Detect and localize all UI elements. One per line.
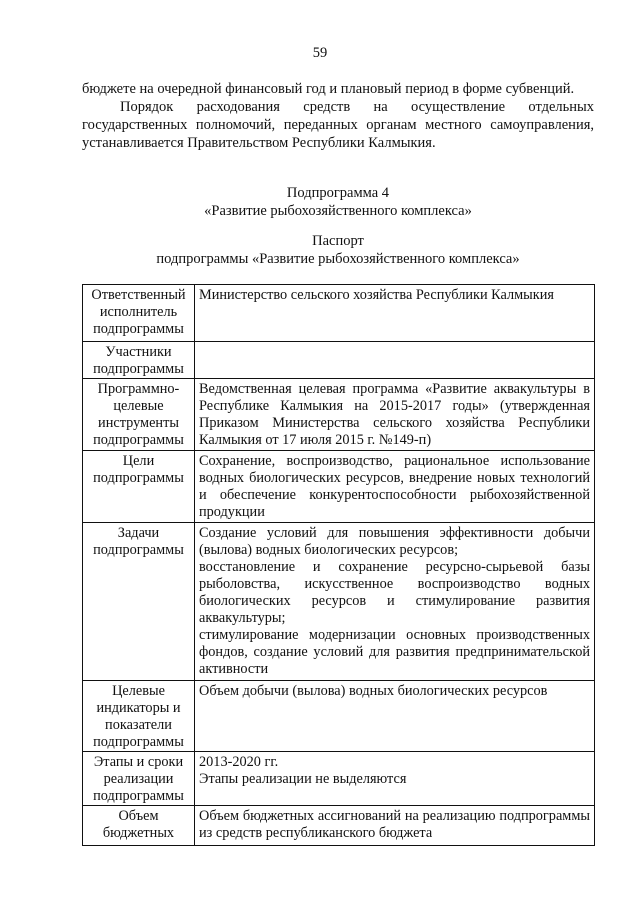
table-row [83, 285, 595, 342]
passport-heading [82, 232, 594, 268]
row-label: Целевые индикаторы и показатели подпрограммы [83, 681, 195, 752]
row-value-line: 2013-2020 гг. [199, 754, 279, 770]
passport-table [82, 284, 595, 846]
table-row [83, 752, 595, 806]
row-label: Этапы и сроки реализации подпрограммы [83, 752, 195, 806]
row-value-line: Объем добычи (вылова) водных биологических ресурсов [199, 683, 548, 699]
row-value [195, 806, 595, 846]
subprogram-name: «Развитие рыбохозяйственного комплекса» [204, 203, 472, 219]
intro-paragraph-1: бюджете на очередной финансовый год и плановый период в форме субвенций. [82, 81, 575, 97]
table-row [83, 523, 595, 681]
row-value [195, 523, 595, 681]
intro-text [82, 80, 594, 152]
row-value [195, 379, 595, 451]
table-row [83, 806, 595, 846]
row-value-line: Этапы реализации не выделяются [199, 771, 407, 787]
row-label: Программно-целевые инструменты подпрограммы [83, 379, 195, 451]
row-value-line: Ведомственная целевая программа «Развитие аквакультуры в Республике Калмыкия на 2015-2017 годы» (утвержденная Приказом Министерства сельского хозяйства Республики Калмыкия от 17 июля 2015 г. №149-п) [199, 381, 590, 448]
row-value [195, 285, 595, 342]
row-value-line: Министерство сельского хозяйства Республики Калмыкия [199, 287, 554, 303]
subprogram-title: Подпрограмма 4 [286, 185, 390, 201]
table-row [83, 681, 595, 752]
row-value-line: Создание условий для повышения эффективности добычи (вылова) водных биологических ресурсов; [199, 525, 590, 558]
row-label: Ответственный исполнитель подпрограммы [83, 285, 195, 342]
row-value [195, 342, 595, 379]
row-label: Объем бюджетных [83, 806, 195, 846]
intro-paragraph-2: Порядок расходования средств на осуществление отдельных государственных полномочий, переданных органам местного самоуправления, устанавливается Правительством Республики Калмыкия. [82, 99, 594, 151]
row-value-line: Объем бюджетных ассигнований на реализацию подпрограммы из средств республиканского бюджета [199, 808, 590, 841]
passport-title: Паспорт [312, 233, 364, 249]
row-value [195, 752, 595, 806]
subprogram-heading [82, 184, 594, 220]
row-label: Участники подпрограммы [83, 342, 195, 379]
passport-subtitle: подпрограммы «Развитие рыбохозяйственного комплекса» [156, 251, 520, 267]
row-value [195, 451, 595, 523]
page-number: 59 [312, 45, 328, 61]
row-value-line: восстановление и сохранение ресурсно-сырьевой базы рыболовства, искусственное воспроизводство водных биологических ресурсов и стимулирование развития аквакультуры; [199, 559, 590, 626]
row-value-line: Сохранение, воспроизводство, рациональное использование водных биологических ресурсов, внедрение новых технологий и обеспечение конкурентоспособности рыбохозяйственной продукции [199, 453, 590, 520]
table-row [83, 379, 595, 451]
row-value [195, 681, 595, 752]
table-row [83, 342, 595, 379]
row-label: Задачи подпрограммы [83, 523, 195, 681]
row-value-line: стимулирование модернизации основных производственных фондов, создание условий для развития предпринимательской активности [199, 627, 590, 677]
row-label: Цели подпрограммы [83, 451, 195, 523]
table-row [83, 451, 595, 523]
